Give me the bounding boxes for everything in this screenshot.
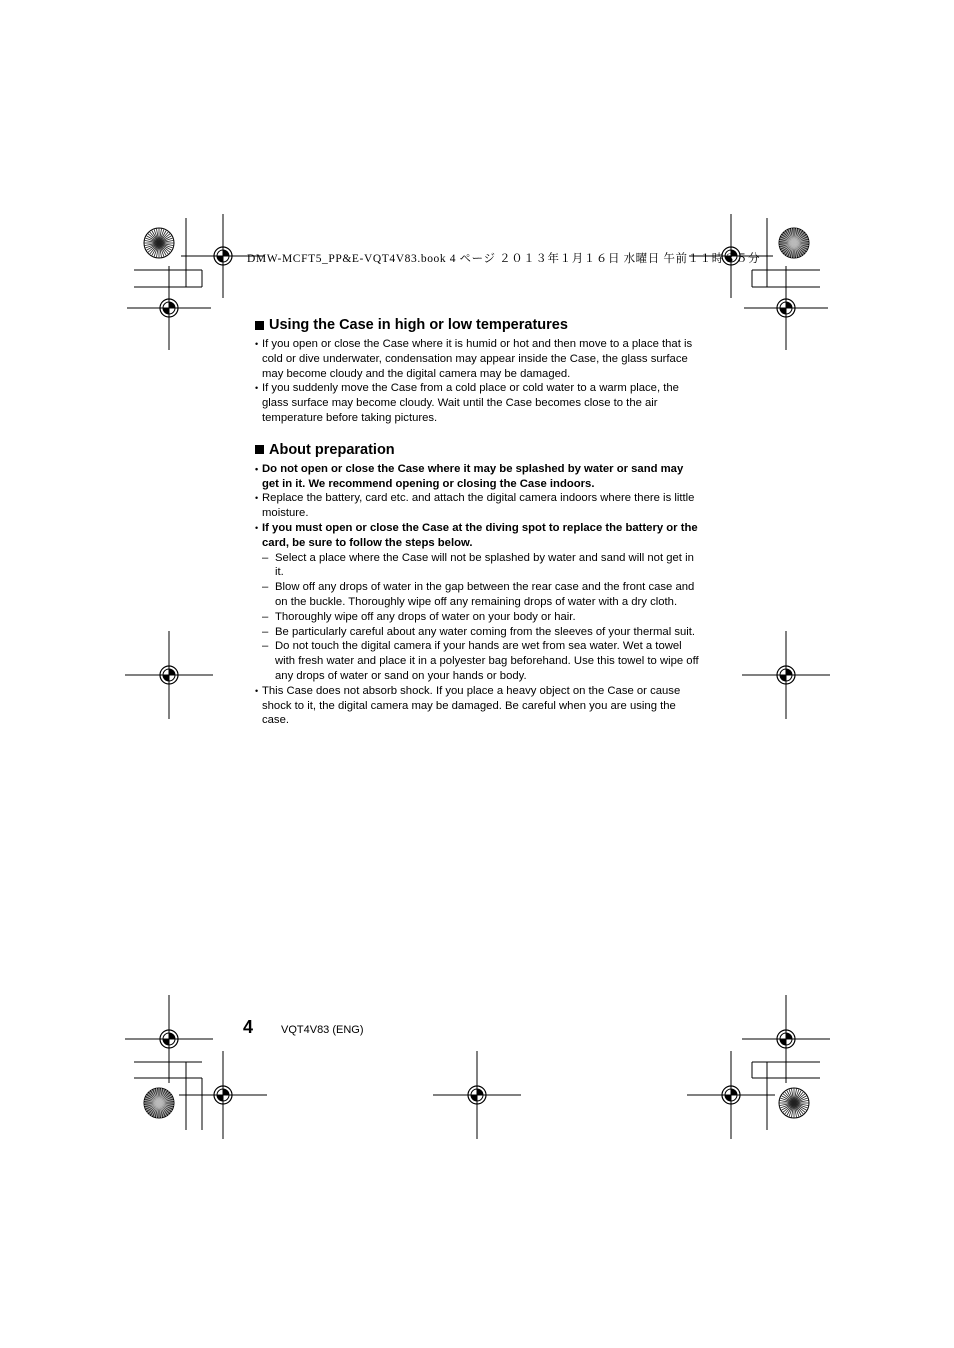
section-title-text: Using the Case in high or low temperatures	[269, 317, 568, 333]
document-code: VQT4V83 (ENG)	[281, 1024, 364, 1036]
list-item: • If you suddenly move the Case from a cold place or cold water to a warm place, the glass surface may become cloudy. Wait until the Case becomes close to the air temperature before taking pictures.	[255, 382, 679, 424]
list-item: • Replace the battery, card etc. and attach the digital camera indoors where there is little moisture.	[255, 492, 695, 520]
crosshair-target-icon	[125, 995, 213, 1083]
list-item: • If you open or close the Case where it is humid or hot and then move to a place that is cold or dive underwater, condensation may appear inside the Case, the glass surface may become cloudy and the digital camera may be damaged.	[255, 338, 693, 380]
dash-icon: –	[262, 581, 269, 594]
section-heading	[255, 317, 701, 333]
page-number: 4	[243, 1017, 254, 1037]
section-preparation	[255, 442, 701, 728]
main-content	[255, 317, 701, 744]
crosshair-target-icon	[433, 1051, 521, 1139]
dash-icon: –	[262, 640, 269, 653]
crosshair-target-icon	[742, 995, 830, 1083]
dash-icon: –	[262, 625, 269, 638]
crosshair-target-icon	[179, 1051, 267, 1139]
crosshair-target-icon	[742, 631, 830, 719]
bullet-icon: •	[255, 522, 259, 533]
crosshair-target-icon	[744, 266, 828, 350]
list-item: • If you must open or close the Case at the diving spot to replace the battery or the card, be sure to follow the steps below.	[255, 521, 698, 549]
print-file-header: DMW-MCFT5_PP&E-VQT4V83.book 4 ページ ２０１３年１月１６日 水曜日 午前１１時３５分	[247, 253, 761, 265]
section-heading	[255, 442, 701, 458]
sub-list-item: – Select a place where the Case will not be splashed by water and sand will not get in it.	[262, 551, 694, 579]
bullet-icon: •	[255, 685, 259, 696]
section-temperatures	[255, 317, 701, 426]
starburst-registration-icon	[779, 1088, 809, 1118]
bullet-icon: •	[255, 463, 259, 474]
crosshair-target-icon	[687, 1051, 775, 1139]
bullet-icon: •	[255, 383, 259, 394]
crosshair-target-icon	[127, 266, 211, 350]
sub-list-item: – Blow off any drops of water in the gap between the rear case and the front case and on the buckle. Thoroughly wipe off any remaining drops of water with a dry cloth.	[262, 581, 695, 608]
dash-icon: –	[262, 551, 269, 564]
crosshair-target-icon	[125, 631, 213, 719]
bullet-icon: •	[255, 339, 259, 349]
sub-list-item: – Do not touch the digital camera if your hands are wet from sea water. Wet a towel with fresh water and place it in a polyester bag beforehand. Use this towel to wipe off any drops of water or sand on your hands or body.	[262, 640, 699, 682]
dash-icon: –	[262, 610, 269, 623]
starburst-registration-icon	[144, 1088, 174, 1118]
section-title-text: About preparation	[269, 441, 395, 458]
square-bullet-icon	[255, 321, 264, 330]
starburst-registration-icon	[144, 228, 174, 258]
list-item: • Do not open or close the Case where it may be splashed by water or sand may get in it. We recommend opening or closing the Case indoors.	[255, 462, 684, 490]
bullet-icon: •	[255, 493, 259, 504]
sub-list-item: – Be particularly careful about any water coming from the sleeves of your thermal suit.	[262, 625, 696, 638]
square-bullet-icon	[255, 445, 264, 454]
list-item: • This Case does not absorb shock. If you place a heavy object on the Case or cause shock to it, the digital camera may be damaged. Be careful when you are using the case.	[255, 684, 681, 727]
sub-list-item: – Thoroughly wipe off any drops of water on your body or hair.	[262, 610, 576, 623]
starburst-registration-icon	[779, 228, 809, 258]
